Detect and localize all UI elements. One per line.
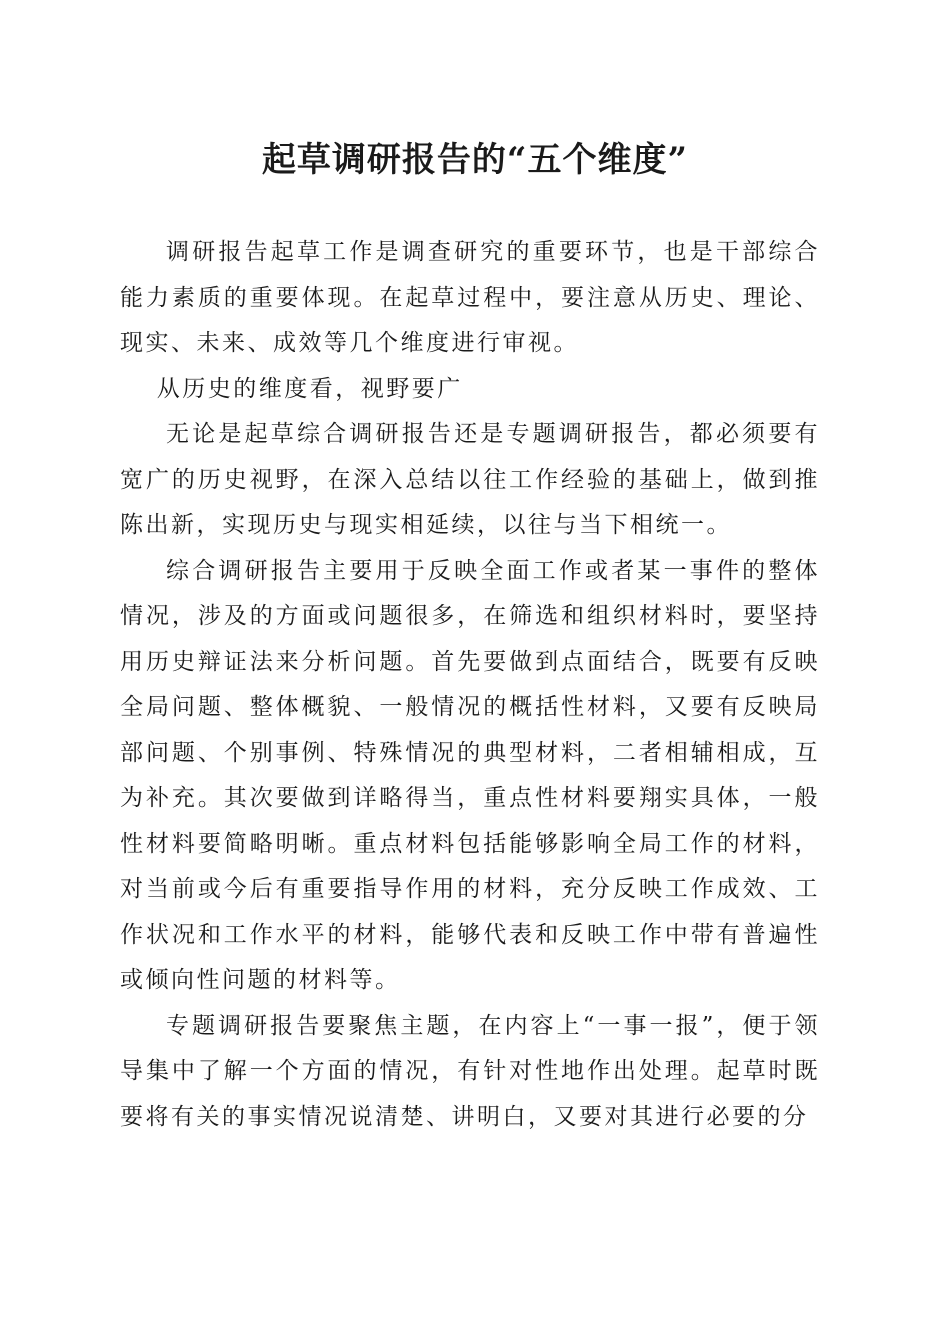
paragraph-comprehensive-report: 综合调研报告主要用于反映全面工作或者某一事件的整体情况，涉及的方面或问题很多，在筛选和组织材料时，要坚持用历史辩证法来分析问题。首先要做到点面结合，既要有反映全局问题、整体概貌、一般情况的概括性材料，又要有反映局部问题、个别事例、特殊情况的典型材料，二者相辅相成，互为补充。其次要做到详略得当，重点性材料要翔实具体，一般性材料要简略明晰。重点材料包括能够影响全局工作的材料，对当前或今后有重要指导作用的材料，充分反映工作成效、工作状况和工作水平的材料，能够代表和反映工作中带有普遍性或倾向性问题的材料等。 <box>120 557 820 993</box>
paragraph-intro: 调研报告起草工作是调查研究的重要环节，也是干部综合能力素质的重要体现。在起草过程中，要注意从历史、理论、现实、未来、成效等几个维度进行审视。 <box>120 239 820 356</box>
paragraph-special-report: 专题调研报告要聚焦主题，在内容上“一事一报”，便于领导集中了解一个方面的情况，有针对性地作出处理。起草时既要将有关的事实情况说清楚、讲明白，又要对其进行必要的分 <box>120 1012 820 1130</box>
paragraph-history-view: 无论是起草综合调研报告还是专题调研报告，都必须要有宽广的历史视野，在深入总结以往工作经验的基础上，做到推陈出新，实现历史与现实相延续，以往与当下相统一。 <box>120 421 820 538</box>
document-body <box>120 230 820 1140</box>
section-heading-history: 从历史的维度看，视野要广 <box>156 375 463 402</box>
document-title: 起草调研报告的“五个维度” <box>261 140 689 180</box>
